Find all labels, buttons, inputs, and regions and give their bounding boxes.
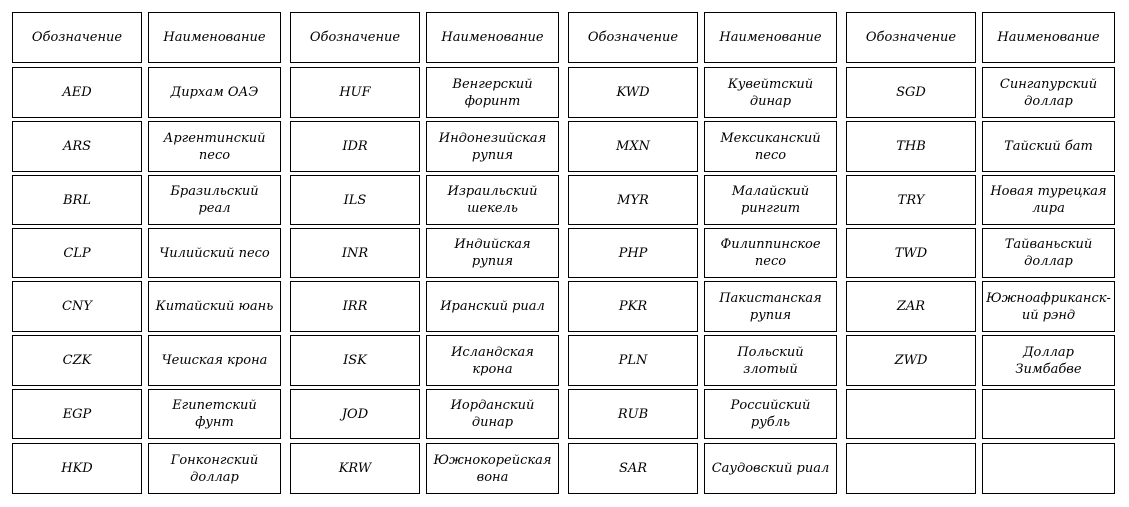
header-code-cell [846,12,976,63]
header-code-cell [12,12,142,63]
currency-code: CLP [63,245,91,261]
currency-code: MYR [617,192,649,208]
name-cell [426,175,559,225]
currency-group-3 [567,12,837,496]
currency-code: KRW [338,461,372,476]
currency-code: ARS [62,139,92,154]
currency-name: Сингапурский доллар [999,76,1098,109]
currency-code: HUF [339,85,371,100]
currency-code: AED [62,85,92,100]
header-name-label: Наименование [163,30,266,45]
name-cell [982,121,1115,172]
code-cell [568,228,698,278]
empty-name-cell [982,389,1115,439]
currency-name: Гонконгский доллар [170,452,259,485]
name-cell [148,121,281,172]
currency-name: Иорданский динар [450,398,535,430]
name-cell [426,228,559,278]
currency-group-4 [845,12,1115,496]
currency-code: TWD [894,245,928,261]
currency-code: INR [341,245,369,261]
currency-code: THB [896,139,926,154]
currency-name: Индонезийская рупия [438,130,547,163]
header-code-label: Обозначение [865,30,957,45]
code-cell [568,443,698,494]
name-cell [148,228,281,278]
currency-code: HKD [61,461,93,476]
code-cell [846,121,976,172]
name-cell [426,121,559,172]
currency-group-2 [289,12,559,496]
name-cell [982,281,1115,332]
name-cell [982,67,1115,118]
name-cell [148,335,281,386]
currency-name: Филиппинское песо [720,237,821,269]
currency-group-1 [11,12,281,496]
name-cell [704,121,837,172]
code-cell [12,389,142,439]
name-cell [704,67,837,118]
header-name-label: Наименование [719,30,822,45]
currency-name: Кувейтский динар [727,76,814,109]
currency-name: Чилийский песо [159,245,270,261]
currency-code: RUB [617,406,649,422]
code-cell [12,443,142,494]
currency-code: PKR [618,299,648,314]
currency-name: Иранский риал [440,299,545,314]
currency-code: KWD [616,85,650,100]
code-cell [568,281,698,332]
currency-code: SAR [618,461,648,476]
currency-name: Венгерский форинт [452,76,533,109]
name-cell [704,228,837,278]
currency-code: ILS [343,192,367,208]
header-code-label: Обозначение [31,30,123,45]
header-name-cell [704,12,837,63]
name-cell [982,175,1115,225]
currency-code: JOD [341,406,369,422]
currency-code: IDR [342,139,368,154]
currency-name: Китайский юань [155,299,274,314]
empty-name-cell [982,443,1115,494]
currency-name: Индийская рупия [454,237,531,269]
name-cell [704,335,837,386]
code-cell [290,67,420,118]
name-cell [982,228,1115,278]
code-cell [846,175,976,225]
code-cell [290,335,420,386]
name-cell [704,175,837,225]
currency-code: PHP [618,245,648,261]
currency-code: PLN [618,353,648,368]
currency-name: Аргентинский песо [163,130,266,163]
empty-code-cell [846,389,976,439]
currency-code: EGP [62,406,92,422]
header-name-cell [148,12,281,63]
currency-name: Бразильский реал [170,184,259,216]
currency-name: Чешская крона [161,353,268,368]
currency-name: Саудовский риал [711,461,830,476]
currency-code: ZWD [894,353,928,368]
currency-name: Египетский фунт [172,398,257,430]
header-name-cell [426,12,559,63]
currency-name: Исландская крона [451,344,534,377]
name-cell [148,443,281,494]
empty-code-cell [846,443,976,494]
header-code-label: Обозначение [587,30,679,45]
currency-code: CNY [62,299,92,314]
code-cell [846,67,976,118]
code-cell [12,281,142,332]
currency-name: Южнокорейская вона [433,452,552,485]
currency-code: SGD [896,85,926,100]
code-cell [290,281,420,332]
currency-code: TRY [897,192,925,208]
code-cell [846,335,976,386]
currency-name: Доллар Зимбабве [1015,344,1082,377]
header-name-label: Наименование [997,30,1100,45]
name-cell [148,67,281,118]
currency-name: Мексиканский песо [720,130,821,163]
header-code-cell [290,12,420,63]
code-cell [846,228,976,278]
currency-name: Российский рубль [730,398,811,430]
code-cell [290,228,420,278]
code-cell [290,175,420,225]
currency-name: Тайваньский доллар [1004,237,1093,269]
currency-name: Южноафриканск-ий рэнд [986,290,1111,323]
currency-name: Новая турецкая лира [990,184,1107,216]
header-name-label: Наименование [441,30,544,45]
code-cell [846,281,976,332]
currency-name: Польский злотый [737,344,804,377]
header-name-cell [982,12,1115,63]
currency-name: Тайский бат [1004,139,1093,154]
code-cell [568,335,698,386]
code-cell [290,121,420,172]
currency-name: Пакистанская рупия [719,290,822,323]
code-cell [568,175,698,225]
code-cell [290,443,420,494]
code-cell [12,175,142,225]
name-cell [704,443,837,494]
code-cell [12,335,142,386]
code-cell [12,121,142,172]
name-cell [426,335,559,386]
name-cell [148,281,281,332]
name-cell [704,281,837,332]
currency-name: Израильский шекель [447,184,538,216]
currency-code: CZK [62,353,92,368]
code-cell [12,228,142,278]
code-cell [568,67,698,118]
currency-name: Дирхам ОАЭ [170,85,259,100]
currency-code: BRL [63,192,91,208]
name-cell [704,389,837,439]
name-cell [426,443,559,494]
name-cell [148,389,281,439]
name-cell [426,281,559,332]
currency-name: Малайский ринггит [731,184,810,216]
header-code-label: Обозначение [309,30,401,45]
currency-table [11,12,1117,496]
currency-code: MXN [616,139,650,154]
currency-code: ZAR [896,299,926,314]
name-cell [426,67,559,118]
code-cell [290,389,420,439]
name-cell [426,389,559,439]
code-cell [12,67,142,118]
code-cell [568,121,698,172]
name-cell [982,335,1115,386]
header-code-cell [568,12,698,63]
name-cell [148,175,281,225]
currency-code: IRR [342,299,368,314]
currency-code: ISK [343,353,367,368]
code-cell [568,389,698,439]
